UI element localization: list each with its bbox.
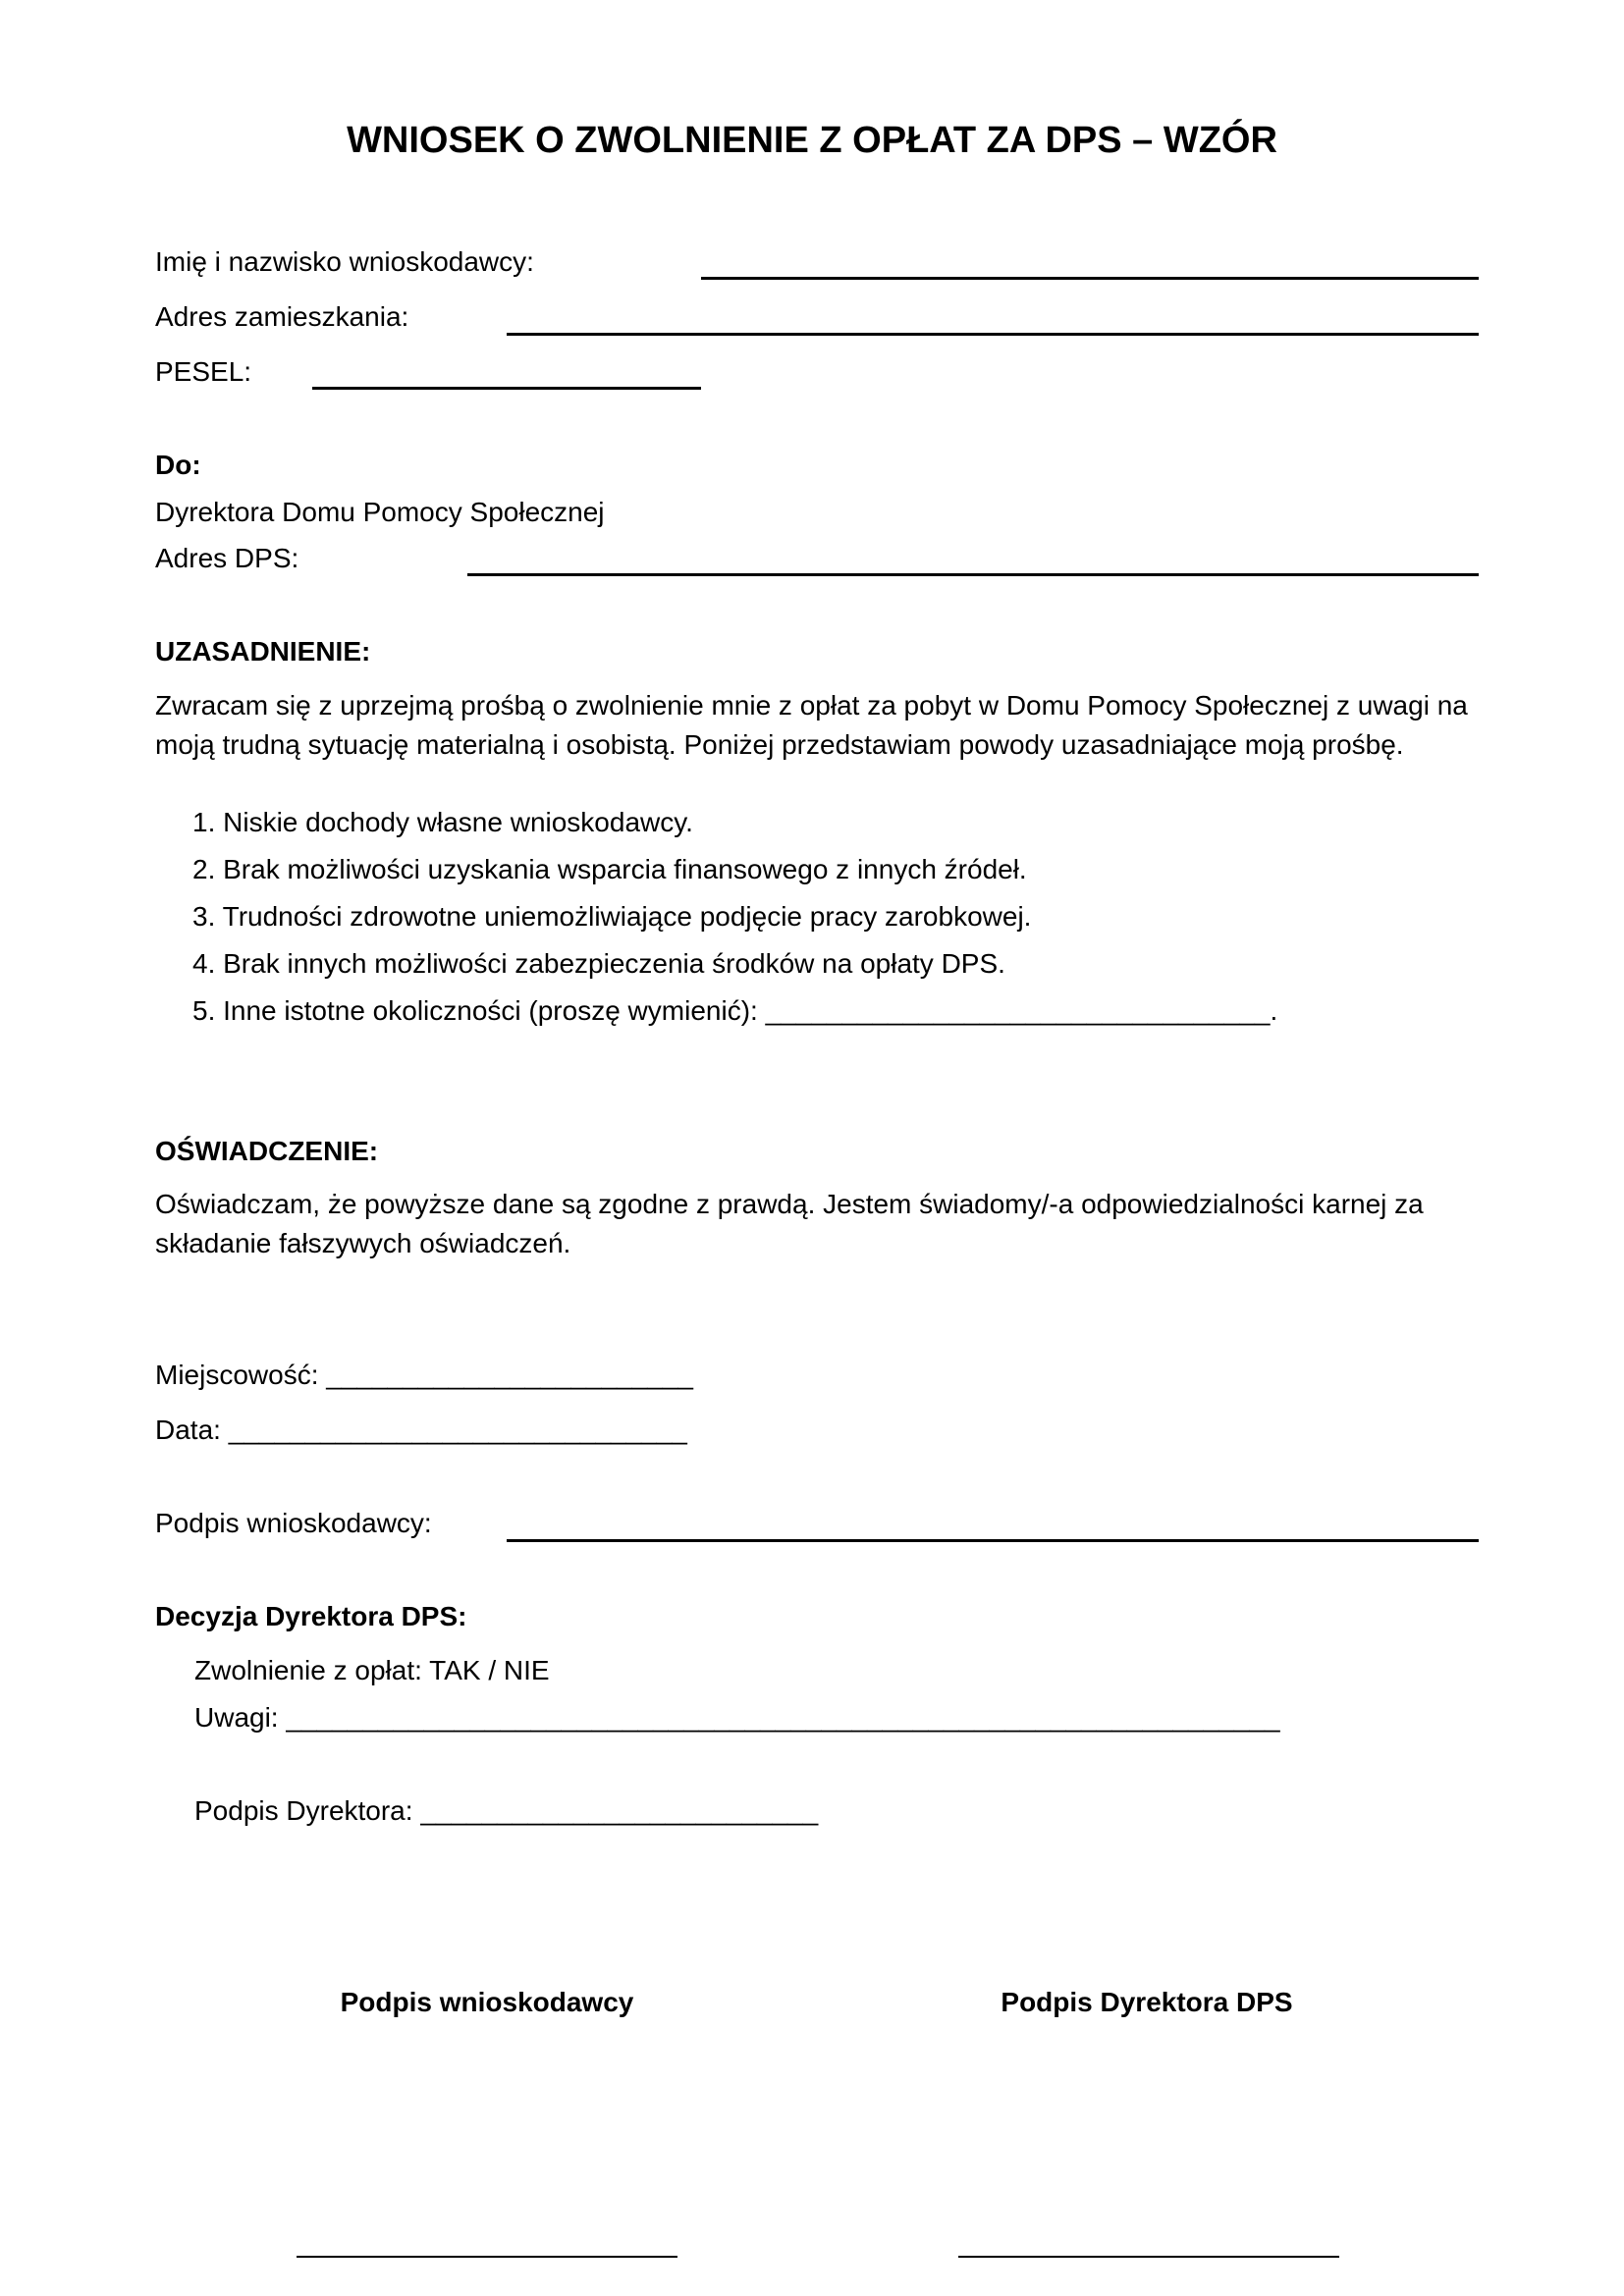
list-item: 3. Trudności zdrowotne uniemożliwiające podjęcie pracy zarobkowej. (192, 901, 1032, 932)
declaration-text: Oświadczam, że powyższe dane są zgodne z prawdą. Jestem świadomy/-a odpowiedzialności karnej za składanie fałszywych oświadczeń. (155, 1189, 1424, 1258)
justification-intro: Zwracam się z uprzejmą prośbą o zwolnienie mnie z opłat za pobyt w Domu Pomocy Społecznej z uwagi na moją trudną sytuację materialną i osobistą. Poniżej przedstawiam powody uzasadniające moją prośbę. (155, 690, 1468, 760)
place-field[interactable]: Miejscowość: ________________________ (155, 1360, 693, 1390)
applicant-address-field[interactable] (507, 333, 1479, 336)
applicant-signature-line[interactable] (297, 2256, 677, 2258)
list-item: 4. Brak innych możliwości zabezpieczenia środków na opłaty DPS. (192, 948, 1005, 979)
date-field[interactable]: Data: ______________________________ (155, 1415, 687, 1445)
justification-heading: UZASADNIENIE: (155, 636, 371, 667)
pesel-label: PESEL: (155, 356, 252, 387)
dps-address-field[interactable] (467, 573, 1479, 576)
applicant-name-field[interactable] (701, 277, 1479, 280)
notes-field[interactable]: Uwagi: _________________________________________________________________ (194, 1702, 1280, 1733)
applicant-signature-field[interactable] (507, 1539, 1479, 1542)
director-signature-line[interactable] (958, 2256, 1339, 2258)
applicant-address-label: Adres zamieszkania: (155, 301, 409, 332)
applicant-signature-label: Podpis wnioskodawcy: (155, 1508, 432, 1538)
to-label: Do: (155, 450, 201, 480)
dps-address-label: Adres DPS: (155, 543, 299, 573)
recipient-name: Dyrektora Domu Pomocy Społecznej (155, 497, 605, 527)
list-item[interactable]: 5. Inne istotne okoliczności (proszę wymienić): _________________________________. (192, 995, 1278, 1026)
decision-heading: Decyzja Dyrektora DPS: (155, 1601, 467, 1631)
document-title: WNIOSEK O ZWOLNIENIE Z OPŁAT ZA DPS – WZÓR (347, 120, 1277, 161)
list-item: 1. Niskie dochody własne wnioskodawcy. (192, 807, 693, 837)
list-item: 2. Brak możliwości uzyskania wsparcia finansowego z innych źródeł. (192, 854, 1027, 884)
director-signature-field[interactable]: Podpis Dyrektora: __________________________ (194, 1795, 819, 1826)
director-signature-caption: Podpis Dyrektora DPS (1001, 1987, 1293, 2017)
exemption-line[interactable]: Zwolnienie z opłat: TAK / NIE (194, 1655, 550, 1685)
declaration-heading: OŚWIADCZENIE: (155, 1136, 379, 1166)
reasons-list (192, 806, 1277, 1041)
applicant-signature-caption: Podpis wnioskodawcy (340, 1987, 634, 2017)
pesel-field[interactable] (312, 387, 701, 390)
applicant-name-label: Imię i nazwisko wnioskodawcy: (155, 246, 534, 277)
